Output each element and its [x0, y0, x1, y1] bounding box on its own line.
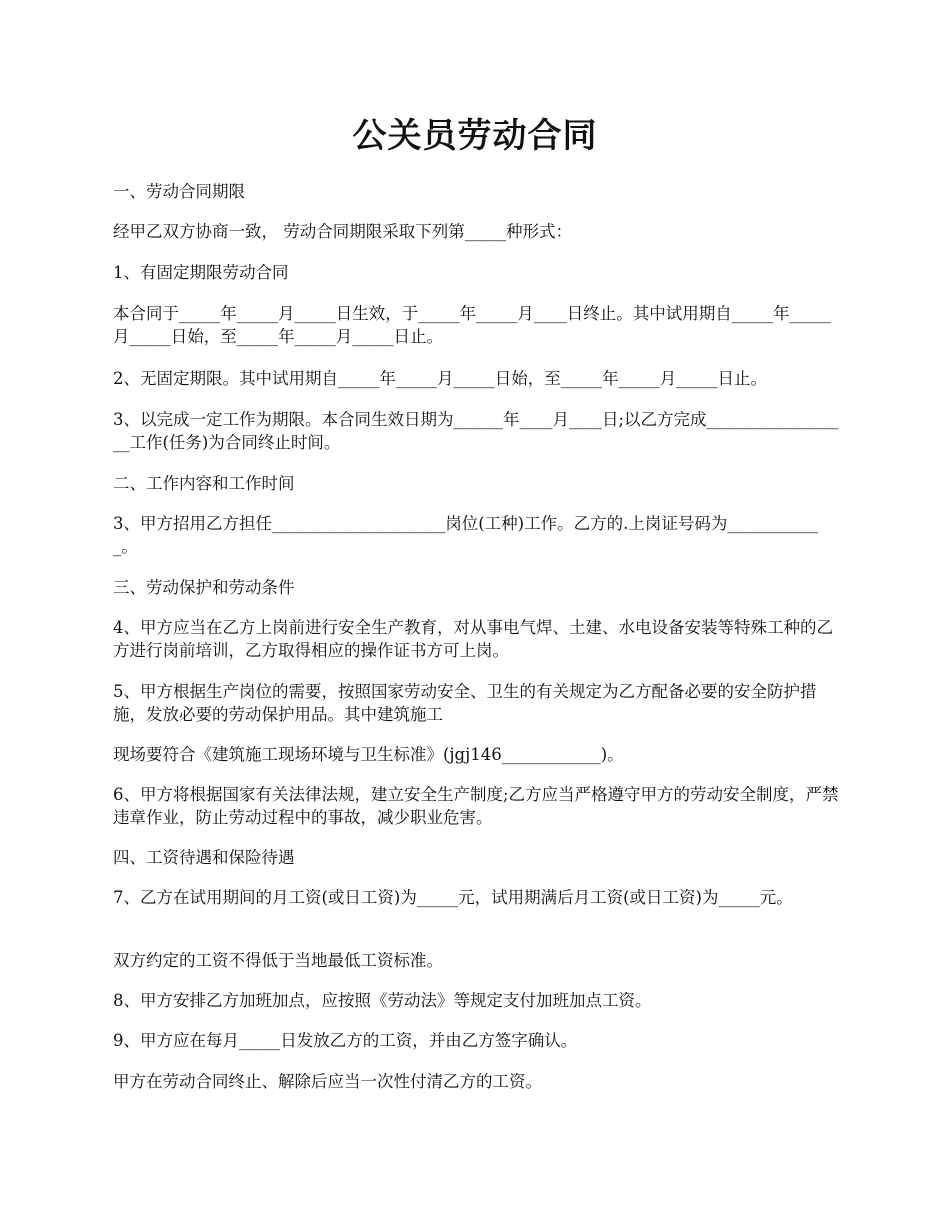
paragraph: 2、无固定期限。其中试用期自_____年_____月_____日始，至_____年_____月_____日止。 — [113, 369, 767, 388]
section-heading-term: 一、劳动合同期限 — [113, 182, 245, 201]
paragraph: 3、甲方招用乙方担任_____________________岗位(工种)工作。乙方的.上岗证号码为____________。 — [113, 514, 819, 556]
paragraph: 1、有固定期限劳动合同 — [113, 263, 289, 282]
paragraph: 3、以完成一定工作为期限。本合同生效日期为______年____月____日;以乙方完成__________________工作(任务)为合同终止时间。 — [113, 410, 839, 452]
section-heading-work: 二、工作内容和工作时间 — [113, 474, 295, 493]
paragraph: 7、乙方在试用期间的月工资(或日工资)为_____元，试用期满后月工资(或日工资)为_____元。 — [113, 888, 793, 907]
paragraph: 经甲乙双方协商一致， 劳动合同期限采取下列第_____种形式： — [113, 222, 572, 241]
paragraph: 现场要符合《建筑施工现场环境与卫生标准》(jgj146____________)。 — [113, 745, 624, 764]
paragraph: 双方约定的工资不得低于当地最低工资标准。 — [113, 951, 443, 970]
paragraph: 4、甲方应当在乙方上岗前进行安全生产教育，对从事电气焊、土建、水电设备安装等特殊工种的乙方进行岗前培训，乙方取得相应的操作证书方可上岗。 — [113, 618, 833, 660]
paragraph: 甲方在劳动合同终止、解除后应当一次性付清乙方的工资。 — [113, 1072, 542, 1091]
section-heading-protection: 三、劳动保护和劳动条件 — [113, 578, 295, 597]
document-title: 公关员劳动合同 — [352, 116, 598, 156]
paragraph: 5、甲方根据生产岗位的需要，按照国家劳动安全、卫生的有关规定为乙方配备必要的安全防护措施，发放必要的劳动保护用品。其中建筑施工 — [113, 682, 817, 724]
paragraph: 6、甲方将根据国家有关法律法规，建立安全生产制度;乙方应当严格遵守甲方的劳动安全制度，严禁违章作业，防止劳动过程中的事故，减少职业危害。 — [113, 785, 839, 827]
paragraph: 8、甲方安排乙方加班加点，应按照《劳动法》等规定支付加班加点工资。 — [113, 991, 652, 1010]
section-heading-wages: 四、工资待遇和保险待遇 — [113, 848, 295, 867]
paragraph: 本合同于_____年_____月_____日生效，于_____年_____月____日终止。其中试用期自_____年_____月_____日始，至_____年_____月_____日止。 — [113, 304, 831, 346]
paragraph: 9、甲方应在每月_____日发放乙方的工资，并由乙方签字确认。 — [113, 1031, 578, 1050]
